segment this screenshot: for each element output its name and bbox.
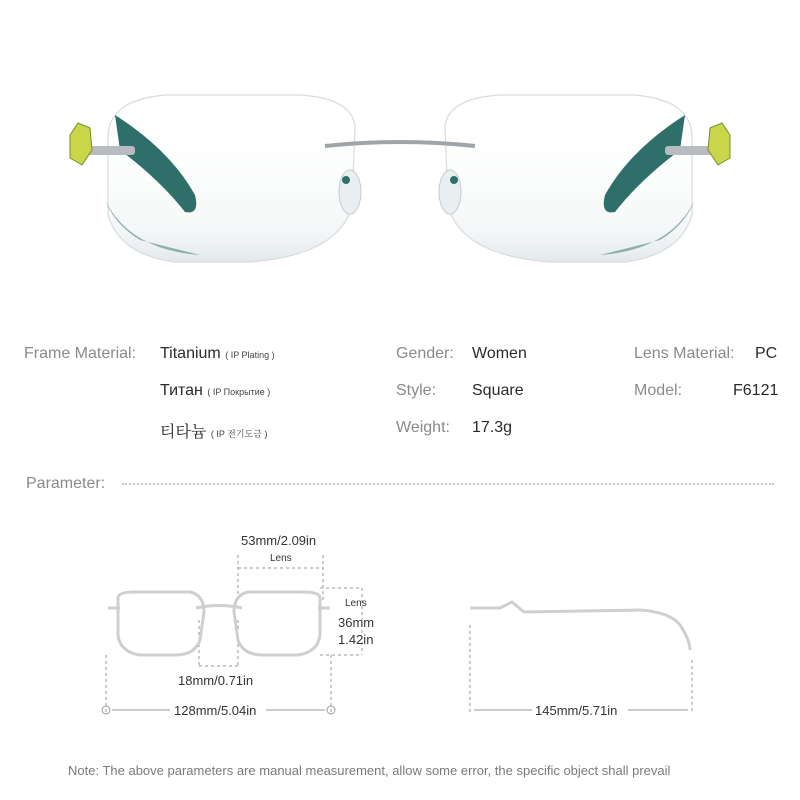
frame-material-en: Titanium <box>160 345 221 362</box>
style-value: Square <box>472 382 524 399</box>
weight-label: Weight: <box>396 419 450 436</box>
frame-material-ko-note: ( IP 전기도금 ) <box>210 429 268 439</box>
frame-outline <box>108 592 330 655</box>
frame-material-ko: 티타늄 <box>160 424 207 441</box>
lens-height-in: 1.42in <box>338 632 374 647</box>
weight-value: 17.3g <box>472 419 513 436</box>
style-label: Style: <box>396 382 437 399</box>
frame-material-label: Frame Material: <box>24 345 137 362</box>
gender-value: Women <box>472 345 527 362</box>
frame-material-ru: Титан <box>160 382 203 399</box>
lens-height-mm: 36mm <box>338 615 375 630</box>
lens-width-value: 53mm/2.09in <box>241 533 317 548</box>
frame-material-en-note: ( IP Plating ) <box>225 350 275 360</box>
bridge-value: 18mm/0.71in <box>178 673 254 688</box>
temple-outline <box>470 602 690 650</box>
disclaimer-note: Note: The above parameters are manual measurement, allow some error, the specific object shall prevail <box>68 763 671 778</box>
temple-length-value: 145mm/5.71in <box>535 703 618 718</box>
lens-width-caption: Lens <box>270 553 292 564</box>
gender-label: Gender: <box>396 345 454 362</box>
model-label: Model: <box>634 382 683 399</box>
lens-height-caption: Lens <box>345 598 367 609</box>
model-value: F6121 <box>733 382 779 399</box>
frame-width-value: 128mm/5.04in <box>174 703 257 718</box>
parameter-label: Parameter: <box>26 475 106 492</box>
lens-material-value: PC <box>755 345 778 362</box>
frame-material-ru-note: ( IP Покрытие ) <box>207 387 271 397</box>
lens-material-label: Lens Material: <box>634 345 735 362</box>
